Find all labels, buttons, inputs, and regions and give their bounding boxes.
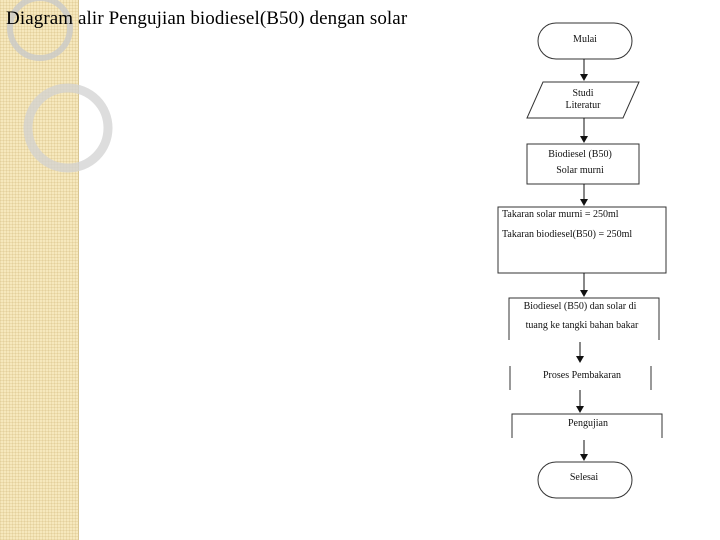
doses-label-line1: Takaran solar murni = 250ml <box>502 209 619 220</box>
slide-title: Diagram alir Pengujian biodiesel(B50) dengan solar <box>6 8 408 29</box>
start-label: Mulai <box>573 34 597 45</box>
literature-label-line1: Studi <box>572 88 594 99</box>
fill-step-label-line2: tuang ke tangki bahan bakar <box>525 320 639 331</box>
literature-label-line2: Literatur <box>565 100 601 111</box>
materials-label-line1: Biodiesel (B50) <box>548 149 612 160</box>
doses-label-line2: Takaran biodiesel(B50) = 250ml <box>502 229 633 240</box>
fill-step-label-line1: Biodiesel (B50) dan solar di <box>523 301 637 312</box>
combustion-label: Proses Pembakaran <box>542 370 622 381</box>
materials-label-line2: Solar murni <box>556 165 604 176</box>
end-label: Selesai <box>569 472 599 483</box>
testing-label: Pengujian <box>568 418 608 429</box>
